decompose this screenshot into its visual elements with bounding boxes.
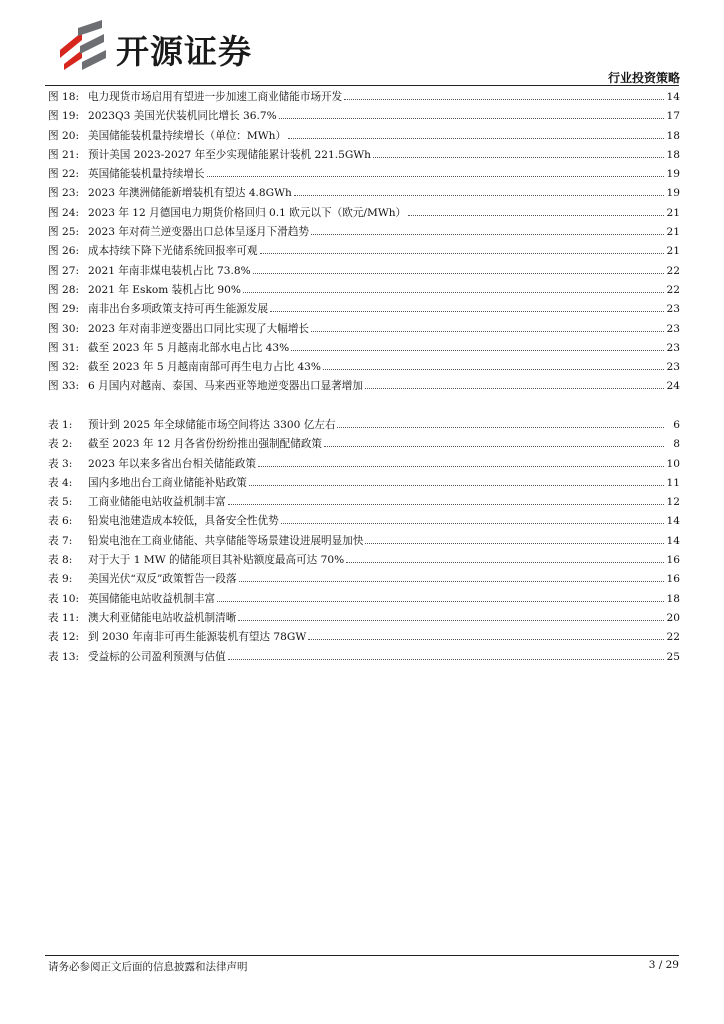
toc-entry-page: 22	[666, 631, 680, 644]
toc-entry-title: 2023Q3 美国光伏装机同比增长 36.7%	[88, 110, 277, 123]
toc-entry-label: 图 27:	[48, 264, 80, 277]
toc-entry[interactable]	[48, 571, 680, 590]
toc-entry-title: 截至 2023 年 5 月越南北部水电占比 43%	[88, 341, 290, 354]
toc-entry[interactable]	[48, 282, 680, 301]
toc-entry[interactable]	[48, 205, 680, 224]
toc-entry-page: 19	[666, 168, 680, 181]
toc-entry[interactable]	[48, 321, 680, 340]
toc-entry-label: 图 33:	[48, 380, 80, 393]
toc-entry[interactable]	[48, 552, 680, 571]
toc-entry-label: 表 10:	[48, 592, 80, 605]
toc-entry-page: 24	[666, 380, 680, 393]
toc-entry-label: 表 7:	[48, 534, 73, 547]
toc-entry-label: 图 25:	[48, 226, 80, 239]
toc-leader-dots	[228, 495, 664, 505]
toc-entry-label: 图 21:	[48, 148, 80, 161]
toc-entry-title: 铅炭电池在工商业储能、共享储能等场景建设进展明显加快	[88, 534, 364, 547]
toc-entry-page: 17	[666, 110, 680, 123]
toc-leader-dots	[365, 534, 664, 544]
toc-entry-page: 23	[666, 322, 680, 335]
toc-entry[interactable]	[48, 340, 680, 359]
toc-entry-label: 图 18:	[48, 91, 80, 103]
toc-entry-page: 23	[666, 341, 680, 354]
toc-entry-title: 2023 年以来多省出台相关储能政策	[88, 457, 257, 470]
toc-entry-page: 14	[666, 534, 680, 547]
toc-entry-label: 表 2:	[48, 438, 73, 451]
toc-entry[interactable]	[48, 301, 680, 320]
toc-entry-title: 预计到 2025 年全球储能市场空间将达 3300 亿左右	[88, 419, 336, 431]
toc-entry-page: 14	[666, 91, 680, 103]
toc-entry-title: 2023 年对南非逆变器出口同比实现了大幅增长	[88, 322, 310, 335]
footer-disclaimer: 请务必参阅正文后面的信息披露和法律声明	[48, 961, 248, 973]
toc-entry-label: 图 29:	[48, 303, 80, 316]
toc-leader-dots	[207, 167, 664, 177]
toc-entry-page: 23	[666, 361, 680, 374]
toc-entry[interactable]	[48, 513, 680, 532]
toc-leader-dots	[346, 553, 664, 563]
toc-leader-dots	[279, 109, 664, 119]
toc-entry-title: 2021 年南非煤电装机占比 73.8%	[88, 264, 251, 277]
toc-entry-page: 18	[666, 148, 680, 161]
toc-leader-dots	[238, 611, 664, 621]
toc-leader-dots	[408, 206, 664, 216]
toc-entry-page: 22	[666, 264, 680, 277]
toc-entry-page: 8	[673, 438, 680, 451]
toc-leader-dots	[249, 476, 664, 486]
toc-leader-dots	[281, 514, 664, 524]
toc-leader-dots	[308, 630, 664, 640]
toc-leader-dots	[239, 572, 664, 582]
toc-entry-label: 图 26:	[48, 245, 80, 258]
toc-entry-label: 表 12:	[48, 631, 80, 644]
toc-entry-page: 21	[666, 226, 680, 239]
toc-entry-page: 19	[666, 187, 680, 200]
toc-entry[interactable]	[48, 533, 680, 552]
toc-entry-title: 英国储能电站收益机制丰富	[88, 592, 216, 605]
toc-entry-label: 表 13:	[48, 650, 80, 663]
toc-entry-label: 表 1:	[48, 419, 73, 431]
toc-entry-title: 南非出台多项政策支持可再生能源发展	[88, 303, 269, 316]
toc-entry-title: 受益标的公司盈利预测与估值	[88, 650, 226, 663]
toc-entry-title: 6 月国内对越南、泰国、马来西亚等地逆变器出口显著增加	[88, 380, 363, 393]
toc-entry-label: 表 6:	[48, 515, 73, 528]
toc-entry-label: 图 20:	[48, 129, 80, 142]
toc-leader-dots	[253, 264, 664, 274]
toc-leader-dots	[270, 302, 664, 312]
brand-name: 开源证券	[116, 32, 252, 71]
toc-entry-page: 10	[666, 457, 680, 470]
toc-entry-title: 铅炭电池建造成本较低，具备安全性优势	[88, 515, 279, 528]
toc-entry-label: 图 30:	[48, 322, 80, 335]
toc-entry-title: 2023 年澳洲储能新增装机有望达 4.8GWh	[88, 187, 292, 200]
toc-entry-title: 澳大利亚储能电站收益机制清晰	[88, 611, 237, 624]
toc-entry-title: 2023 年对荷兰逆变器出口总体呈逐月下滑趋势	[88, 226, 310, 239]
toc-entry-page: 18	[666, 129, 680, 142]
toc-entry-title: 美国光伏“双反”政策暂告一段落	[88, 573, 237, 586]
toc-entry[interactable]	[48, 591, 680, 610]
toc-entry-title: 工商业储能电站收益机制丰富	[88, 496, 226, 509]
toc-entry-label: 图 24:	[48, 206, 80, 219]
toc-entry-page: 25	[666, 650, 680, 663]
toc-entry-label: 表 5:	[48, 496, 73, 509]
toc-entry-title: 2023 年 12 月德国电力期货价格回归 0.1 欧元以下（欧元/MWh）	[88, 206, 407, 219]
toc-entry[interactable]	[48, 89, 680, 108]
toc-entry-page: 16	[666, 573, 680, 586]
toc-leader-dots	[228, 650, 664, 660]
toc-entry[interactable]	[48, 417, 680, 436]
toc-entry-title: 截至 2023 年 5 月越南南部可再生电力占比 43%	[88, 361, 321, 374]
toc-entry-label: 表 3:	[48, 457, 73, 470]
toc-entry[interactable]	[48, 610, 680, 629]
toc-entry-page: 20	[666, 611, 680, 624]
toc-entry-title: 到 2030 年南非可再生能源装机有望达 78GW	[88, 631, 307, 644]
toc-leader-dots	[243, 283, 664, 293]
toc-entry-page: 6	[673, 419, 680, 431]
toc-entry-label: 图 19:	[48, 110, 80, 123]
toc-entry-title: 对于大于 1 MW 的储能项目其补贴额度最高可达 70%	[88, 554, 345, 567]
toc-entry-title: 预计美国 2023-2027 年至少实现储能累计装机 221.5GWh	[88, 148, 372, 161]
toc-entry-page: 11	[666, 476, 680, 489]
toc-entry[interactable]	[48, 436, 680, 455]
toc-leader-dots	[311, 322, 664, 332]
toc-entry[interactable]	[48, 629, 680, 648]
toc-entry-label: 图 23:	[48, 187, 80, 200]
toc-leader-dots	[365, 379, 664, 389]
toc-leader-dots	[373, 148, 664, 158]
header-divider	[45, 85, 679, 86]
toc-entry[interactable]	[48, 494, 680, 513]
toc-entry-label: 图 32:	[48, 361, 80, 374]
toc-entry-title: 电力现货市场启用有望进一步加速工商业储能市场开发	[88, 91, 343, 103]
toc-leader-dots	[291, 341, 664, 351]
toc-entry-title: 美国储能装机量持续增长（单位：MWh）	[88, 129, 287, 142]
toc-entry[interactable]	[48, 475, 680, 494]
toc-leader-dots	[344, 90, 664, 100]
toc-entry[interactable]	[48, 378, 680, 397]
toc-entry-label: 图 22:	[48, 168, 80, 181]
toc-leader-dots	[217, 592, 664, 602]
toc-entry-page: 23	[666, 303, 680, 316]
toc-leader-dots	[324, 437, 664, 447]
kaiyuan-logo-icon	[56, 20, 112, 70]
toc-entry[interactable]	[48, 243, 680, 262]
toc-entry-label: 表 4:	[48, 476, 73, 489]
toc-entry-label: 图 31:	[48, 341, 80, 354]
figure-list	[48, 89, 680, 398]
toc-leader-dots	[311, 225, 664, 235]
toc-entry-label: 图 28:	[48, 283, 80, 296]
toc-entry-page: 21	[666, 206, 680, 219]
toc-entry-title: 截至 2023 年 12 月各省份纷纷推出强制配储政策	[88, 438, 323, 451]
table-list	[48, 417, 680, 668]
toc-entry[interactable]	[48, 359, 680, 378]
toc-entry-page: 18	[666, 592, 680, 605]
toc-leader-dots	[323, 360, 664, 370]
toc-entry[interactable]	[48, 456, 680, 475]
toc-entry-label: 表 11:	[48, 611, 80, 624]
toc-entry-page: 16	[666, 554, 680, 567]
toc-entry-title: 英国储能装机量持续增长	[88, 168, 205, 181]
toc-leader-dots	[260, 244, 665, 254]
toc-entry-page: 14	[666, 515, 680, 528]
toc-entry-title: 成本持续下降下光储系统回报率可观	[88, 245, 258, 258]
toc-leader-dots	[294, 186, 664, 196]
toc-entry-page: 21	[666, 245, 680, 258]
toc-entry-label: 表 9:	[48, 573, 73, 586]
toc-entry[interactable]	[48, 649, 680, 668]
toc-entry[interactable]	[48, 147, 680, 166]
toc-leader-dots	[337, 418, 664, 428]
toc-entry[interactable]	[48, 224, 680, 243]
report-category: 行业投资策略	[607, 71, 680, 85]
brand-logo	[56, 16, 286, 72]
toc-entry[interactable]	[48, 128, 680, 147]
toc-entry[interactable]	[48, 108, 680, 127]
toc-entry[interactable]	[48, 185, 680, 204]
page-number: 3 / 29	[648, 959, 679, 971]
toc-entry-page: 12	[666, 496, 680, 509]
toc-entry-page: 22	[666, 283, 680, 296]
toc-leader-dots	[288, 129, 664, 139]
toc-entry-title: 2021 年 Eskom 装机占比 90%	[88, 283, 241, 296]
toc-entry-title: 国内多地出台工商业储能补贴政策	[88, 476, 247, 489]
footer-divider	[45, 955, 679, 956]
toc-leader-dots	[258, 457, 664, 467]
toc-entry-label: 表 8:	[48, 554, 73, 567]
toc-entry[interactable]	[48, 263, 680, 282]
toc-entry[interactable]	[48, 166, 680, 185]
